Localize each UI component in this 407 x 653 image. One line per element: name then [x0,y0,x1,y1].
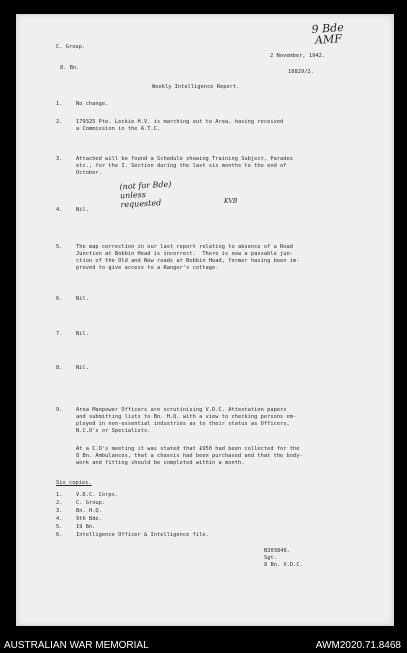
item-text: Nil. [76,331,89,337]
item-text: Nil. [76,365,89,371]
copy-number: 6. [56,532,63,538]
item-text: Nil. [76,296,89,302]
item-text: No change. [76,101,109,107]
archive-name: AUSTRALIAN WAR MEMORIAL [4,640,149,651]
handwritten-initials: KVB [224,198,238,205]
report-date: 2 November, 1942. [270,53,326,59]
copy-number: 1. [56,492,63,498]
reference-number: 10829/2. [288,69,314,75]
copy-number: 2. [56,500,63,506]
item-number: 4. [56,207,63,213]
group-header: C. Group. [56,44,86,50]
copy-number: 4. [56,516,63,522]
battalion-header: 8. Bn. [60,65,80,71]
item-text: The map correction in our last report relating to absence of a Road Junction at Bobbin Head is incorrect. There is now a passable jun- ction of the Old and New roads at Bobbin Head, former having been im- proved to give access to a Ranger's cottage. [76,244,300,271]
item-number: 8. [56,365,63,371]
archive-footer [0,637,407,653]
item-number: 9. [56,407,63,413]
item-number: 2. [56,119,63,125]
item-number: 1. [56,101,63,107]
copy-number: 3. [56,508,63,514]
item-number: 3. [56,156,63,162]
copy-recipient: C. Group. [76,500,106,506]
copy-recipient: V.D.C. Corps. [76,492,119,498]
item-number: 6. [56,296,63,302]
signature-block: N303849, Sgt. 8 Bn. V.D.C. [264,548,303,568]
copy-recipient: 19 Bn. [76,524,96,530]
item-text: 179325 Pte. Leckie H.V. is marching out to Area, having received a Commission in the A.T.C. [76,119,284,132]
copy-recipient: Bn. H.Q. [76,508,102,514]
archive-id: AWM2020.71.8468 [315,640,401,651]
report-title: Weekly Intelligence Report. [152,84,240,90]
item-text: Area Manpower Officers are scrutinising V.D.C. Attestation papers and submitting lists to Bn. H.Q. with a view to checking persons em- ployed in non-essential industries as to their status as Officers, N.C.O's or Specialists. [76,407,297,434]
item-text: Nil. [76,207,89,213]
copy-recipient: 9th Bde. [76,516,102,522]
handwritten-bde-note: 9 Bde AMF [311,20,345,47]
item-9-continuation: At a C.O's meeting it was stated that £950 had been collected for the 8 Bn. Ambulances, that a chassis had been purchased and that the body- work and fitting should be completed within a month. [76,446,303,466]
copies-heading: Six copies. [56,480,92,486]
handwritten-annotation: (not for Bde) unless requested [119,179,172,210]
item-text: Attached will be found a Schedule showing Training Subject, Parades etc., for the I. Section during the last six months to the end of October. [76,156,294,176]
item-number: 5. [56,244,63,250]
item-number: 7. [56,331,63,337]
document-page [16,14,394,626]
copy-recipient: Intelligence Officer & Intelligence file. [76,532,209,538]
copy-number: 5. [56,524,63,530]
